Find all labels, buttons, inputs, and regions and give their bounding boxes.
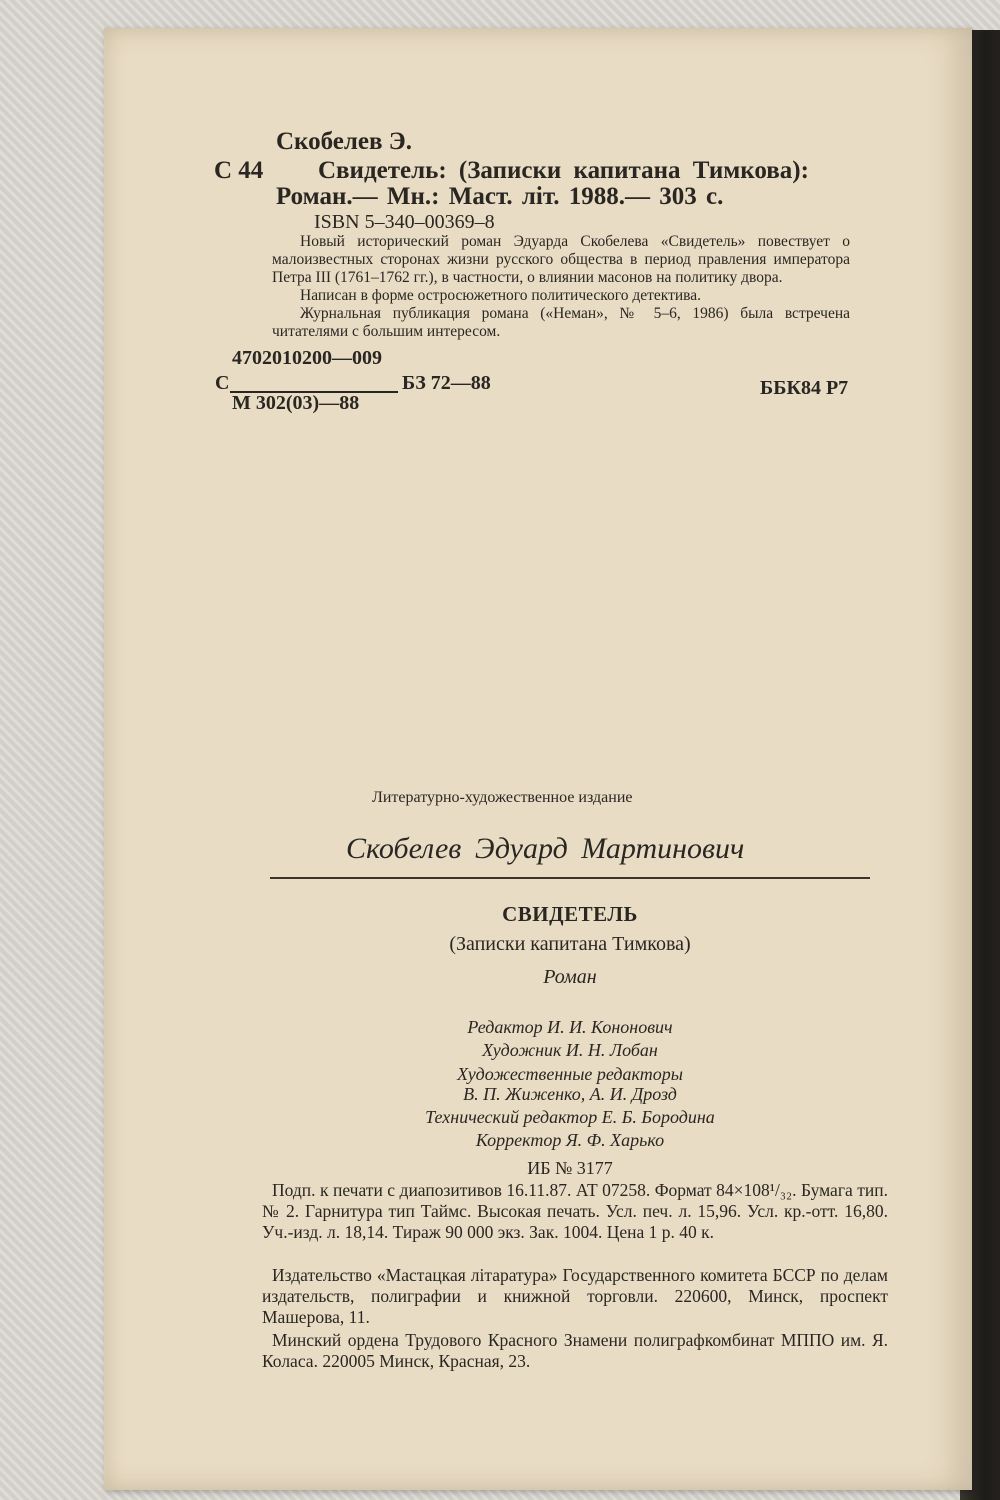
credit-artist: Художник И. Н. Лобан: [482, 1040, 658, 1060]
catalog-title-line: Свидетель: (Записки капитана Тимкова):: [318, 157, 809, 184]
credit-art-editors-names: В. П. Жиженко, А. И. Дрозд: [463, 1084, 677, 1104]
catalog-code-right: БЗ 72—88: [402, 372, 491, 394]
bbk-code: ББК84 Р7: [760, 377, 849, 399]
catalog-code-bottom: М 302(03)—88: [232, 392, 360, 414]
index-code: С 44: [214, 157, 264, 184]
publisher-text: Издательство «Мастацкая літаратура» Государственного комитета БССР по делам издательств, полиграфии и книжной торговли. 220600, Минск, проспект Машерова, 11.: [262, 1265, 888, 1327]
catalog-code-letter: С: [215, 372, 230, 394]
book-title: СВИДЕТЕЛЬ: [502, 902, 638, 926]
edition-type: Литературно-художественное издание: [372, 789, 633, 806]
credit-art-editors-label: Художественные редакторы: [457, 1064, 683, 1084]
catalog-code-top: 4702010200—009: [232, 347, 382, 369]
author-heading: Скобелев Э.: [276, 128, 412, 155]
tech-details: [262, 1180, 888, 1243]
annotation-paragraph: Новый исторический роман Эдуарда Скобелева «Свидетель» повествует о малоизвестных сторонах жизни русского общества в период правления императора Петра III (1761–1762 гг.), в частности, о влиянии масонов на политику двора.: [272, 233, 850, 286]
catalog-pub-line: Роман.— Мн.: Маст. літ. 1988.— 303 с.: [276, 183, 724, 210]
isbn: ISBN 5–340–00369–8: [314, 211, 495, 233]
annotation: [272, 233, 850, 341]
author-full-name: Скобелев Эдуард Мартинович: [346, 832, 745, 865]
ib-number: ИБ № 3177: [527, 1158, 613, 1178]
credit-tech-editor: Технический редактор Е. Б. Бородина: [425, 1107, 715, 1127]
book-genre: Роман: [543, 966, 597, 988]
credit-editor: Редактор И. И. Кононович: [467, 1017, 673, 1037]
tech-details-text: Подп. к печати с диапозитивов 16.11.87. АТ 07258. Формат 84×108¹/₃₂. Бумага тип. № 2. Гарнитура тип Таймс. Высокая печать. Усл. печ. л. 15,96. Усл. кр.-отт. 16,80. Уч.-изд. л. 18,14. Тираж 90 000 экз. Зак. 1004. Цена 1 р. 40 к.: [262, 1180, 888, 1242]
credit-proofreader: Корректор Я. Ф. Харько: [475, 1130, 665, 1150]
publisher-block: [262, 1265, 888, 1328]
annotation-paragraph: Журнальная публикация романа («Неман», № 5–6, 1986) была встречена читателями с большим интересом.: [272, 305, 850, 340]
printer-block: [262, 1330, 888, 1372]
printer-text: Минский ордена Трудового Красного Знамени полиграфкомбинат МППО им. Я. Коласа. 220005 Минск, Красная, 23.: [262, 1330, 888, 1371]
annotation-paragraph: Написан в форме остросюжетного политического детектива.: [300, 287, 702, 304]
title-rule: [270, 877, 870, 879]
book-subtitle: (Записки капитана Тимкова): [449, 933, 691, 955]
